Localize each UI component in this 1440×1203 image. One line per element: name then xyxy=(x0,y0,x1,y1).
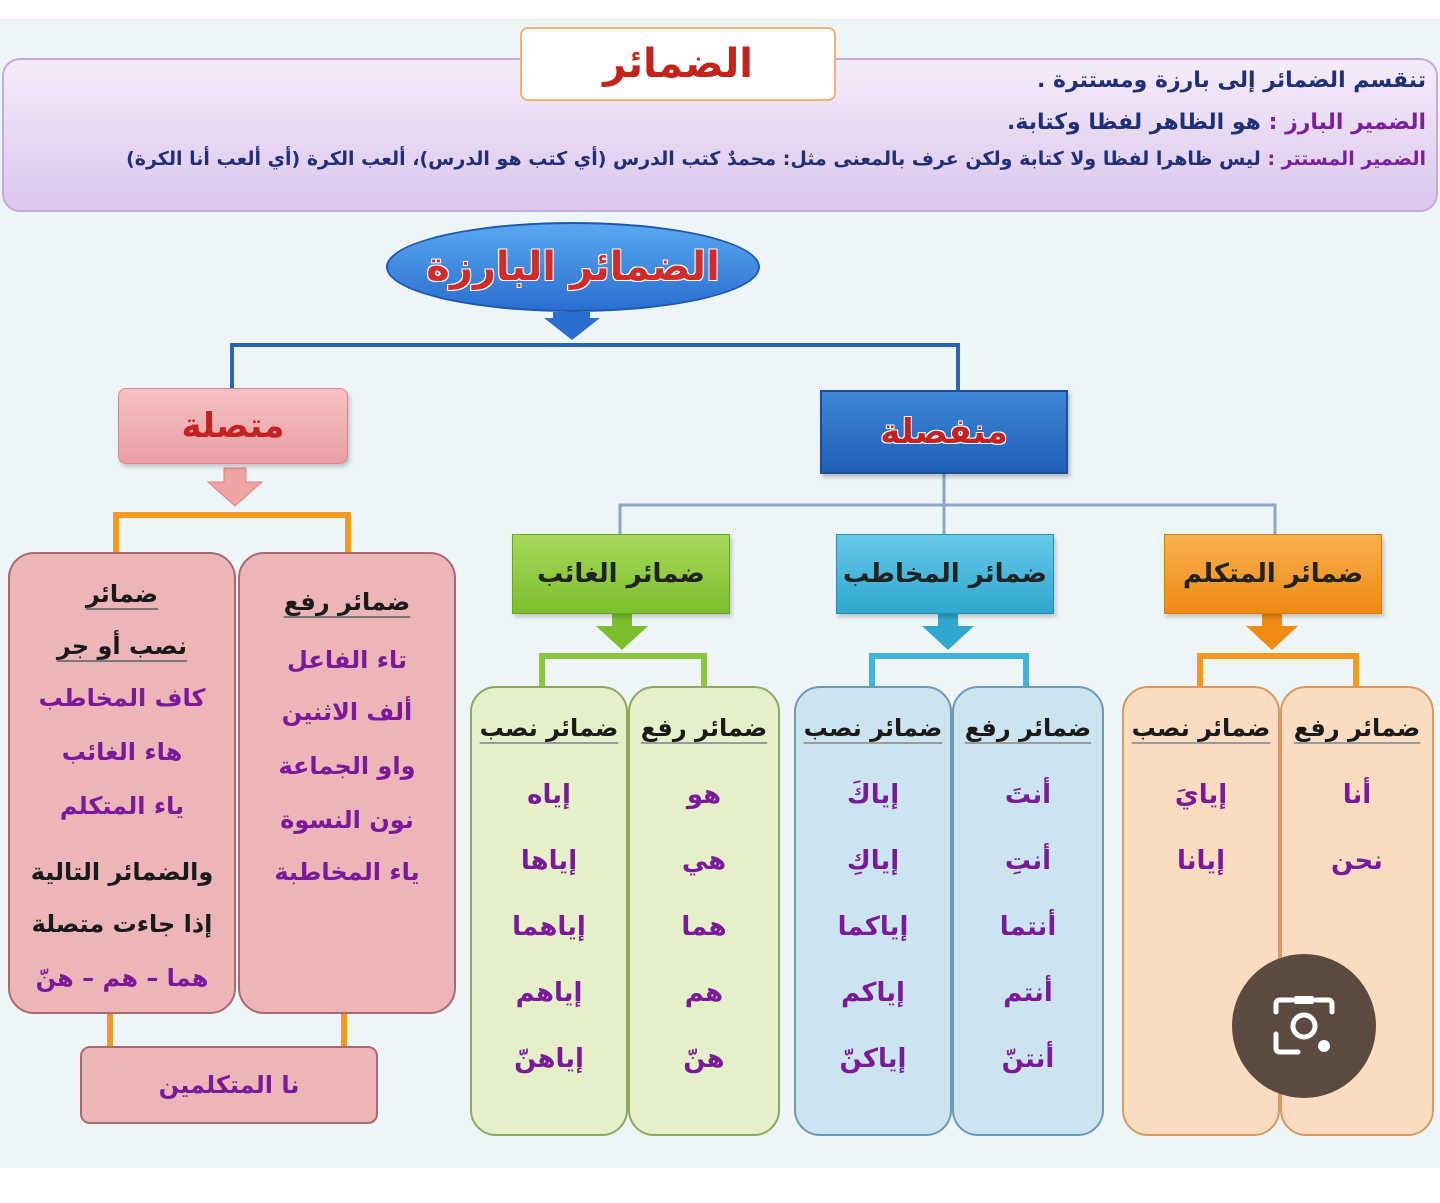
mutakallim-raf-item: نحن xyxy=(1331,846,1383,876)
camera-search-icon xyxy=(1268,994,1340,1058)
attached-raf-column xyxy=(238,552,456,1014)
attached-bottom-box: نا المتكلمين xyxy=(80,1046,378,1124)
root-node: الضمائر البارزة xyxy=(386,222,760,312)
ghaib-raf-column xyxy=(628,686,780,1136)
mukhatab-raf-column xyxy=(952,686,1104,1136)
mukhatab-raf-item: أنتِ xyxy=(1004,846,1052,876)
intro-line-3-text: ليس ظاهرا لفظا ولا كتابة ولكن عرف بالمعنى مثل: محمدٌ كتب الدرس (أي كتب هو الدرس)، ألعب الكرة (أي ألعب أنا الكرة) xyxy=(126,148,1261,170)
mukhatab-raf-item: أنتَ xyxy=(1004,780,1052,810)
mukhatab-nasb-item: إياكَ xyxy=(846,780,900,810)
ghaib-nasb-column xyxy=(470,686,628,1136)
intro-line-3-key: الضمير المستتر : xyxy=(1267,148,1426,170)
mukhatab-raf-item: أنتما xyxy=(999,912,1057,942)
mukhatab-raf-item: أنتنّ xyxy=(1001,1044,1055,1074)
ghaib-nasb-item: إياه xyxy=(527,780,571,810)
mukhatab-nasb-item: إياكما xyxy=(837,912,909,942)
attached-box: متصلة xyxy=(118,388,348,464)
attached-nasb-note-2: إذا جاءت متصلة xyxy=(31,910,213,938)
page-title: الضمائر xyxy=(520,27,836,101)
mutakallim-nasb-item: إيانا xyxy=(1177,846,1225,876)
attached-nasb-item: هاء الغائب xyxy=(61,738,183,766)
blue-bracket xyxy=(872,656,1026,688)
mukhatab-nasb-item: إياكنّ xyxy=(839,1044,907,1074)
root-arrow xyxy=(544,312,600,340)
attached-nasb-note-1: والضمائر التالية xyxy=(30,858,214,886)
mutakallim-raf-head: ضمائر رفع xyxy=(1293,714,1421,742)
ghaib-raf-item: هنّ xyxy=(683,1044,725,1074)
ghaib-nasb-item: إياهم xyxy=(515,978,583,1008)
attached-raf-item: نون النسوة xyxy=(280,806,414,834)
attached-nasb-item: كاف المخاطب xyxy=(38,684,206,712)
lens-button[interactable] xyxy=(1232,954,1376,1098)
mutakallim-nasb-head: ضمائر نصب xyxy=(1131,714,1271,742)
attached-nasb-column xyxy=(8,552,236,1014)
blue-arrow xyxy=(922,614,974,650)
ghaib-raf-item: هي xyxy=(681,846,727,876)
pink-arrow xyxy=(208,468,262,506)
orange-arrow xyxy=(1246,614,1298,650)
intro-line-2-key: الضمير البارز : xyxy=(1268,110,1426,135)
orange-bracket xyxy=(1200,656,1356,688)
ghaib-raf-head: ضمائر رفع xyxy=(640,714,768,742)
attached-raf-item: واو الجماعة xyxy=(278,752,416,780)
intro-line-2-text: هو الظاهر لفظا وكتابة. xyxy=(1007,110,1261,135)
mutakallim-raf-item: أنا xyxy=(1342,780,1372,810)
attached-nasb-item: ياء المتكلم xyxy=(59,792,185,820)
mukhatab-nasb-item: إياكِ xyxy=(846,846,900,876)
ghaib-raf-item: هما xyxy=(681,912,727,942)
detached-box: منفصلة xyxy=(820,390,1068,474)
mukhatab-raf-item: أنتم xyxy=(1003,978,1053,1008)
mukhatab-raf-head: ضمائر رفع xyxy=(964,714,1092,742)
green-arrow xyxy=(596,614,648,650)
group-mutakallim-box: ضمائر المتكلم xyxy=(1164,534,1382,614)
mukhatab-nasb-item: إياكم xyxy=(841,978,905,1008)
root-connector xyxy=(232,345,958,390)
attached-nasb-head-1: ضمائر xyxy=(85,580,159,608)
attached-nasb-head-2: نصب أو جر xyxy=(56,632,188,660)
attached-nasb-note-3: هما – هم – هنّ xyxy=(35,964,209,992)
detached-connector xyxy=(620,505,1275,534)
ghaib-nasb-head: ضمائر نصب xyxy=(479,714,619,742)
ghaib-nasb-item: إياهنّ xyxy=(514,1044,584,1074)
ghaib-nasb-item: إياهما xyxy=(512,912,586,942)
attached-raf-item: تاء الفاعل xyxy=(287,646,407,674)
attached-raf-item: ياء المخاطبة xyxy=(274,858,420,886)
attached-raf-item: ألف الاثنين xyxy=(281,698,413,726)
green-bracket xyxy=(542,656,704,688)
ghaib-raf-item: هم xyxy=(684,978,724,1008)
intro-line-1: تنقسم الضمائر إلى بارزة ومستترة . xyxy=(1036,68,1426,93)
attached-raf-head: ضمائر رفع xyxy=(283,588,411,616)
mutakallim-nasb-item: إيايَ xyxy=(1174,780,1228,810)
ghaib-nasb-item: إياها xyxy=(520,846,578,876)
mukhatab-nasb-column xyxy=(794,686,952,1136)
group-ghaib-box: ضمائر الغائب xyxy=(512,534,730,614)
ghaib-raf-item: هو xyxy=(686,780,722,810)
attached-bracket xyxy=(116,515,348,552)
group-mukhatab-box: ضمائر المخاطب xyxy=(836,534,1054,614)
mukhatab-nasb-head: ضمائر نصب xyxy=(803,714,943,742)
